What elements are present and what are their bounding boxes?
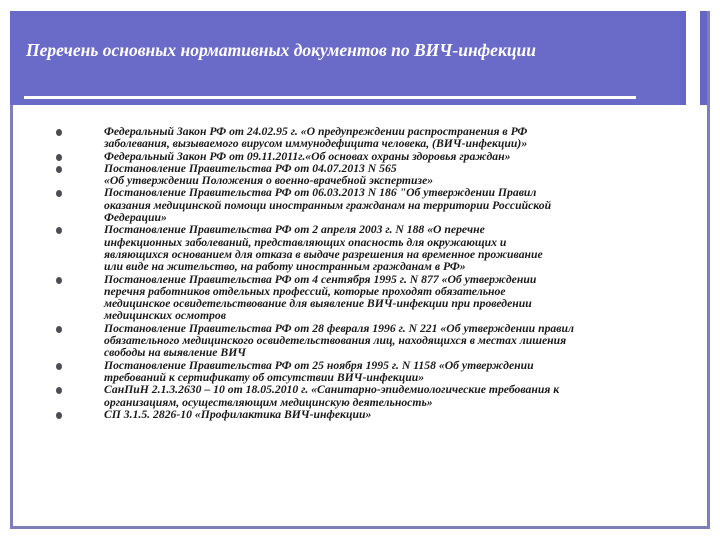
list-item-text: медицинских осмотров (104, 309, 226, 323)
list-item-text: заболевания, вызываемого вирусом иммунодефицита человека, (ВИЧ-инфекции)» (104, 137, 528, 151)
title-bar-accent (680, 11, 710, 105)
list-item-text: Постановление Правительства РФ от 04.07.2013 N 565 (104, 161, 397, 175)
list-item-text: Постановление Правительства РФ от 25 ноября 1995 г. N 1158 «Об утверждении (104, 358, 534, 372)
list-item-text: Постановление Правительства РФ от 2 апреля 2003 г. N 188 «О перечне (104, 223, 485, 237)
bullet-icon (56, 129, 62, 136)
list-item (104, 187, 664, 224)
bullet-icon (56, 363, 62, 370)
title-underline (24, 96, 636, 99)
list-item-text: Постановление Правительства РФ от 28 февраля 1996 г. N 221 «Об утверждении правил (104, 321, 574, 335)
list-item (104, 274, 664, 323)
list-item-text: свободы на выявление ВИЧ (104, 346, 247, 360)
bullet-icon (56, 412, 62, 419)
list-item-text: СанПиН 2.1.3.2630 – 10 от 18.05.2010 г. «Санитарно-эпидемиологические требования к (104, 383, 560, 397)
list-item (104, 163, 664, 188)
page-title: Перечень основных нормативных документов по ВИЧ-инфекции (26, 40, 537, 60)
list-item-text: или виде на жительство, на работу иностранным гражданам в РФ» (104, 260, 466, 274)
list-item-text: медицинское освидетельствование для выявление ВИЧ-инфекции при проведении (104, 297, 532, 311)
list-item-text: «Об утверждении Положения о военно-врачебной экспертизе» (104, 174, 434, 188)
list-item (104, 409, 664, 421)
list-item-text: Постановление Правительства РФ от 4 сентября 1995 г. N 877 «Об утверждении (104, 272, 537, 286)
list-item-text: являющихся основанием для отказа в выдаче разрешения на временное проживание (104, 247, 543, 261)
list-item-text: Постановление Правительства РФ от 06.03.2013 N 186 "Об утверждении Правил (104, 186, 537, 200)
list-item-text: перечня работников отдельных профессий, которые проходят обязательное (104, 284, 506, 298)
bullet-icon (56, 326, 62, 333)
list-item-text: инфекционных заболеваний, представляющих опасность для окружающих и (104, 235, 507, 249)
list-item (104, 384, 664, 409)
list-item-text: Федерации» (104, 211, 167, 225)
list-item-text: обязательного медицинского освидетельствования лиц, находящихся в местах лишения (104, 334, 567, 348)
document-list (104, 126, 664, 421)
list-item-text: оказания медицинской помощи иностранным гражданам на территории Российской (104, 198, 552, 212)
bullet-icon (56, 154, 62, 161)
list-item (104, 323, 664, 360)
bullet-icon (56, 277, 62, 284)
bullet-icon (56, 166, 62, 173)
list-item (104, 360, 664, 385)
list-item (104, 224, 664, 273)
list-item (104, 126, 664, 151)
list-item-text: СП 3.1.5. 2826-10 «Профилактика ВИЧ-инфекции» (104, 407, 372, 421)
list-item-text: Федеральный Закон РФ от 24.02.95 г. «О предупреждении распространения в РФ (104, 125, 528, 138)
list-item-text: Федеральный Закон РФ от 09.11.2011г.«Об основах охраны здоровья граждан» (104, 149, 511, 163)
accent-stripe (686, 11, 700, 105)
list-item-text: организациям, осуществляющим медицинскую деятельность» (104, 395, 433, 409)
list-item-text: требований к сертификату об отсутствии ВИЧ-инфекции» (104, 370, 425, 384)
